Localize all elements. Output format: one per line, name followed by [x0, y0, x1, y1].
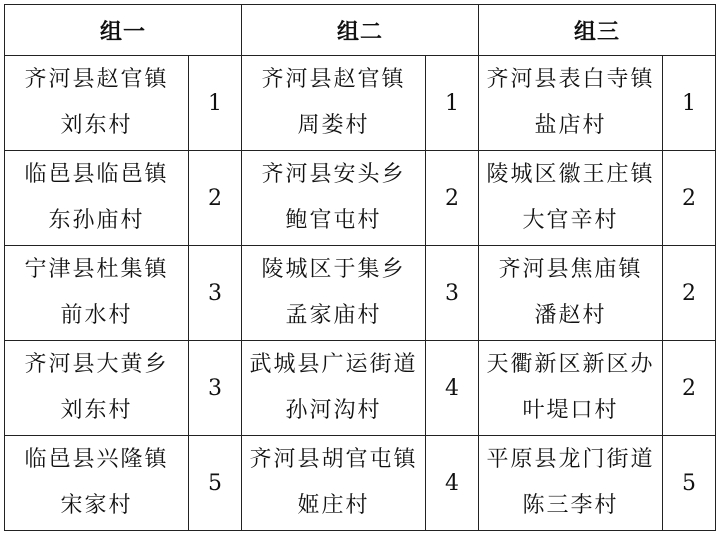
count-cell: 5: [189, 436, 242, 531]
town-name: 齐河县表白寺镇: [486, 67, 655, 92]
village-name: 宋家村: [60, 493, 133, 518]
count-cell: 2: [663, 151, 716, 246]
count-cell: 2: [663, 246, 716, 341]
village-name: 陈三李村: [522, 493, 619, 518]
table-row: [5, 56, 716, 151]
village-cell: [5, 246, 189, 341]
count-cell: 3: [426, 246, 479, 341]
header-row: [5, 5, 716, 56]
village-name: 姬庄村: [297, 493, 370, 518]
village-name: 叶堤口村: [522, 398, 619, 423]
village-cell: [242, 151, 426, 246]
town-name: 临邑县临邑镇: [24, 162, 169, 187]
town-name: 齐河县焦庙镇: [498, 257, 643, 282]
village-name: 周娄村: [297, 113, 370, 138]
header-group-2: 组二: [242, 5, 479, 56]
village-name: 潘赵村: [534, 303, 607, 328]
village-name: 东孙庙村: [48, 208, 145, 233]
village-cell: [5, 436, 189, 531]
header-group-3: 组三: [479, 5, 716, 56]
town-name: 齐河县安头乡: [261, 162, 406, 187]
village-cell: [242, 341, 426, 436]
village-cell: [479, 341, 663, 436]
count-cell: 4: [426, 436, 479, 531]
town-name: 天衢新区新区办: [486, 352, 655, 377]
count-cell: 2: [189, 151, 242, 246]
town-name: 武城县广运街道: [249, 352, 418, 377]
table-row: [5, 246, 716, 341]
village-cell: [479, 151, 663, 246]
count-cell: 5: [663, 436, 716, 531]
village-cell: [5, 151, 189, 246]
town-name: 陵城区于集乡: [261, 257, 406, 282]
village-name: 孟家庙村: [285, 303, 382, 328]
village-cell: [5, 56, 189, 151]
village-name: 盐店村: [534, 113, 607, 138]
table-row: [5, 151, 716, 246]
town-name: 平原县龙门街道: [486, 447, 655, 472]
village-cell: [5, 341, 189, 436]
village-cell: [242, 56, 426, 151]
village-name: 孙河沟村: [285, 398, 382, 423]
village-name: 前水村: [60, 303, 133, 328]
count-cell: 3: [189, 341, 242, 436]
village-name: 刘东村: [60, 113, 133, 138]
town-name: 齐河县大黄乡: [24, 352, 169, 377]
count-cell: 1: [663, 56, 716, 151]
town-name: 临邑县兴隆镇: [24, 447, 169, 472]
village-group-table: [4, 4, 716, 531]
town-name: 齐河县赵官镇: [24, 67, 169, 92]
count-cell: 1: [189, 56, 242, 151]
village-cell: [479, 56, 663, 151]
village-cell: [242, 436, 426, 531]
village-name: 大官辛村: [522, 208, 619, 233]
count-cell: 3: [189, 246, 242, 341]
village-name: 刘东村: [60, 398, 133, 423]
town-name: 陵城区徽王庄镇: [486, 162, 655, 187]
table-row: [5, 436, 716, 531]
village-cell: [479, 436, 663, 531]
village-cell: [479, 246, 663, 341]
count-cell: 1: [426, 56, 479, 151]
count-cell: 4: [426, 341, 479, 436]
count-cell: 2: [426, 151, 479, 246]
village-cell: [242, 246, 426, 341]
header-group-1: 组一: [5, 5, 242, 56]
village-name: 鲍官屯村: [285, 208, 382, 233]
count-cell: 2: [663, 341, 716, 436]
table-row: [5, 341, 716, 436]
town-name: 宁津县杜集镇: [24, 257, 169, 282]
town-name: 齐河县胡官屯镇: [249, 447, 418, 472]
town-name: 齐河县赵官镇: [261, 67, 406, 92]
